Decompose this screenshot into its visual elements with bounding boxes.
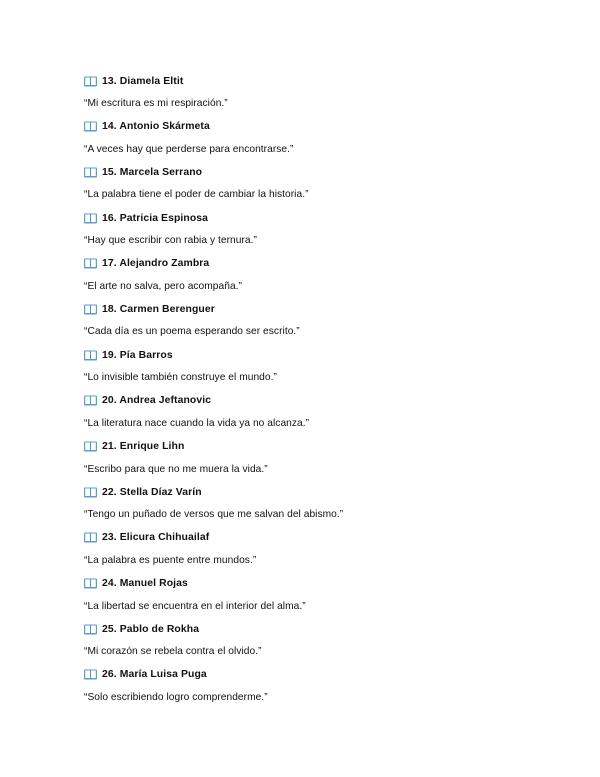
entry-heading xyxy=(84,618,554,640)
entry-heading xyxy=(84,664,554,686)
open-book-icon xyxy=(84,487,97,498)
author-name: 18. Carmen Berenguer xyxy=(102,303,215,315)
author-name: 19. Pía Barros xyxy=(102,349,173,361)
open-book-icon xyxy=(84,121,97,132)
list-item xyxy=(84,481,554,527)
author-name: 20. Andrea Jeftanovic xyxy=(102,395,212,407)
quote-text: “Solo escribiendo logro comprenderme.” xyxy=(84,691,268,703)
author-name: 25. Pablo de Rokha xyxy=(102,623,200,635)
entry-heading xyxy=(84,436,554,458)
quote-text: “Mi corazón se rebela contra el olvido.” xyxy=(84,646,262,658)
quote-text: “La palabra tiene el poder de cambiar la historia.” xyxy=(84,189,309,201)
open-book-icon xyxy=(84,395,97,406)
author-name: 22. Stella Díaz Varín xyxy=(102,486,202,498)
open-book-icon xyxy=(84,350,97,361)
list-item xyxy=(84,161,554,207)
list-item xyxy=(84,618,554,664)
open-book-icon xyxy=(84,167,97,178)
quote-text: “Escribo para que no me muera la vida.” xyxy=(84,463,268,475)
open-book-icon xyxy=(84,669,97,680)
list-item xyxy=(84,573,554,619)
list-item xyxy=(84,116,554,162)
quote-text: “Lo invisible también construye el mundo.” xyxy=(84,372,277,384)
entry-heading xyxy=(84,253,554,275)
author-name: 23. Elicura Chihuailaf xyxy=(102,532,210,544)
open-book-icon xyxy=(84,76,97,87)
list-item xyxy=(84,664,554,710)
quote-text: “Hay que escribir con rabia y ternura.” xyxy=(84,235,257,247)
list-item xyxy=(84,344,554,390)
quote-text: “Tengo un puñado de versos que me salvan del abismo.” xyxy=(84,509,344,521)
author-name: 16. Patricia Espinosa xyxy=(102,212,209,224)
entry-heading xyxy=(84,481,554,503)
open-book-icon xyxy=(84,532,97,543)
entry-heading xyxy=(84,116,554,138)
quote-text: “A veces hay que perderse para encontrarse.” xyxy=(84,143,294,155)
entry-heading xyxy=(84,70,554,92)
quote-text: “Mi escritura es mi respiración.” xyxy=(84,98,228,109)
entry-heading xyxy=(84,344,554,366)
open-book-icon xyxy=(84,213,97,224)
quote-text: “La libertad se encuentra en el interior del alma.” xyxy=(84,600,306,612)
quote-text: “Cada día es un poema esperando ser escrito.” xyxy=(84,326,300,338)
author-name: 15. Marcela Serrano xyxy=(102,166,203,178)
author-name: 24. Manuel Rojas xyxy=(102,578,188,590)
author-name: 13. Diamela Eltit xyxy=(102,75,184,87)
entry-heading xyxy=(84,390,554,412)
list-item xyxy=(84,253,554,299)
quote-text: “La palabra es puente entre mundos.” xyxy=(84,554,257,566)
quote-text: “La literatura nace cuando la vida ya no alcanza.” xyxy=(84,417,310,429)
author-name: 17. Alejandro Zambra xyxy=(102,258,210,270)
author-name: 26. María Luisa Puga xyxy=(102,669,207,681)
list-item xyxy=(84,70,554,116)
open-book-icon xyxy=(84,578,97,589)
list-item xyxy=(84,298,554,344)
open-book-icon xyxy=(84,304,97,315)
entry-heading xyxy=(84,161,554,183)
list-item xyxy=(84,207,554,253)
list-item xyxy=(84,527,554,573)
author-quote-list xyxy=(84,70,554,710)
entry-heading xyxy=(84,527,554,549)
open-book-icon xyxy=(84,441,97,452)
entry-heading xyxy=(84,573,554,595)
entry-heading xyxy=(84,207,554,229)
author-name: 14. Antonio Skármeta xyxy=(102,121,210,133)
list-item xyxy=(84,436,554,482)
entry-heading xyxy=(84,298,554,320)
author-name: 21. Enrique Lihn xyxy=(102,441,185,452)
open-book-icon xyxy=(84,624,97,635)
quote-text: “El arte no salva, pero acompaña.” xyxy=(84,280,242,292)
open-book-icon xyxy=(84,258,97,269)
list-item xyxy=(84,390,554,436)
